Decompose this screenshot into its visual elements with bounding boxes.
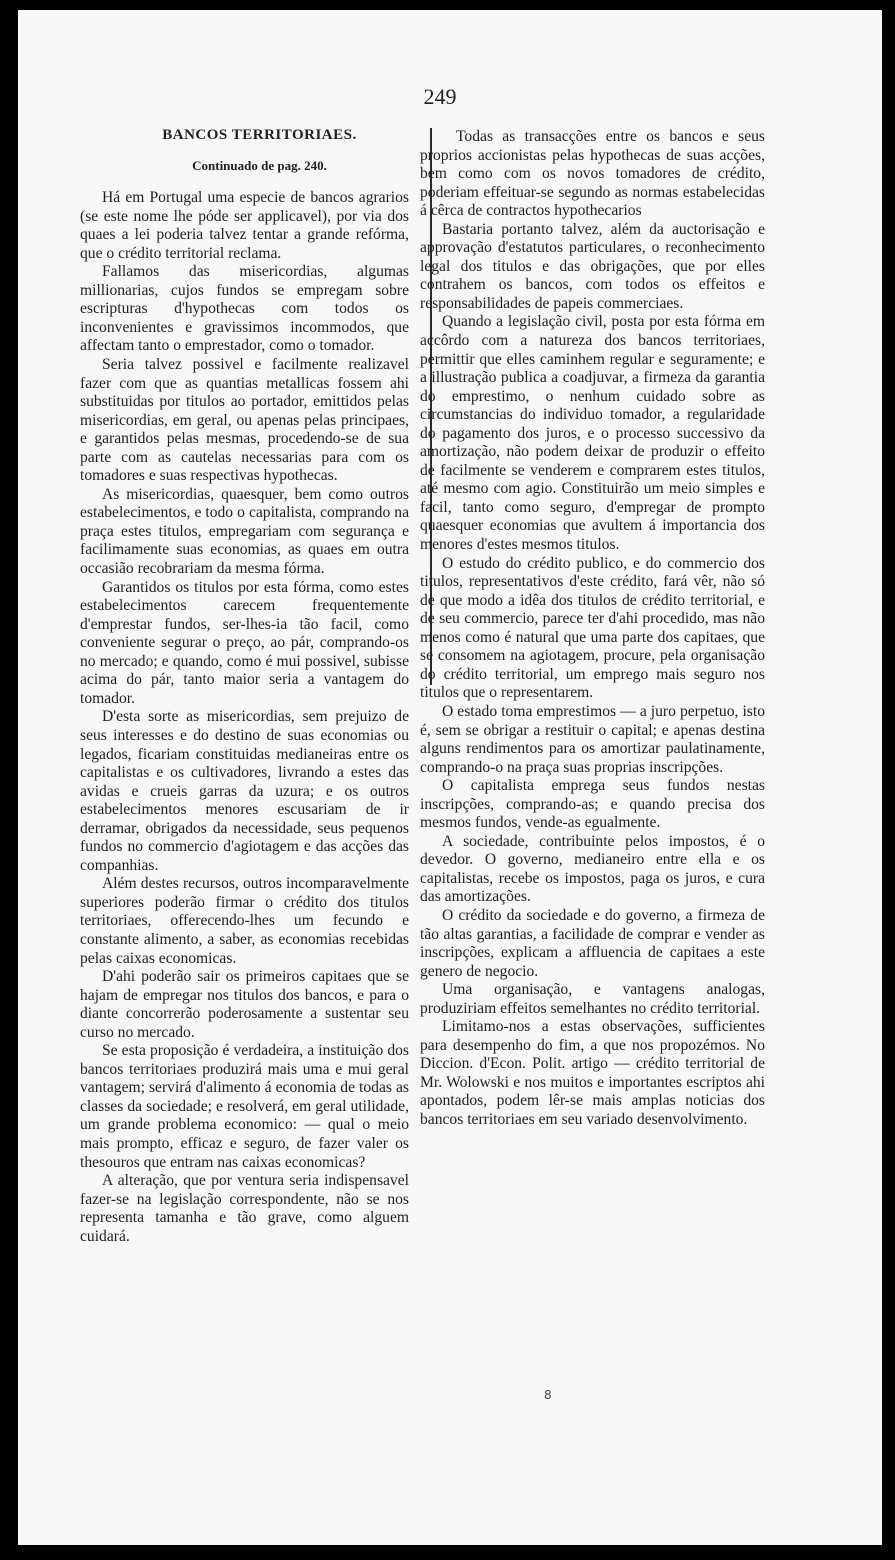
paragraph: D'esta sorte as misericordias, sem prejuizo de seus interesses e do destino de suas economias ou legados, ficariam constituidas medianeiras entre os capitalistas e os cultivadores, livrando a estes das avidas e crueis garras da uzura; e os outros estabelecimentos menores escusariam de ir derramar, obrigados da necessidade, seus pequenos fundos no commercio d'agiotagem e das acções das companhias.	[80, 708, 409, 874]
paragraph: O estudo do crédito publico, e do commercio dos titulos, representativos d'este crédito, fará vêr, não só de que modo a idêa dos titulos de crédito territorial, e de seu commercio, parece ter d'ahi procedido, mas não menos como é natural que uma parte dos capitaes, que se consomem na agiotagem, procure, pela organisação do crédito territorial, um emprego mais seguro nos titulos que o representarem.	[420, 554, 765, 702]
signature-mark: 8	[544, 1388, 552, 1402]
paragraph: Se esta proposição é verdadeira, a instituição dos bancos territoriaes produzirá mais uma e mui geral vantagem; servirá d'alimento á economia de todas as classes da sociedade; e resolverá, em geral utilidade, um grande problema economico: — qual o meio mais prompto, efficaz e seguro, de fazer valer os thesouros que entram nas caixas economicas?	[80, 1042, 409, 1171]
paragraph: A sociedade, contribuinte pelos impostos, é o devedor. O governo, medianeiro entre ella e os capitalistas, recebe os impostos, paga os juros, e cura das amortizações.	[420, 832, 765, 906]
page-number: 249	[423, 84, 457, 109]
article-subtitle: Continuado de pag. 240.	[192, 157, 327, 173]
paragraph: Garantidos os titulos por esta fórma, como estes estabelecimentos carecem frequentemente d'emprestar fundos, ser-lhes-ia tão facil, como conveniente segurar o preço, ao pár, comprando-os no mercado; e quando, como é mui possivel, subisse acima do pár, tanto maior seria a vantagem do tomador.	[80, 578, 409, 707]
paragraph: Todas as transacções entre os bancos e seus proprios accionistas pelas hypothecas de suas acções, bem como com os novos tomadores de crédito, poderiam effeituar-se segundo as normas estabelecidas á cêrca de contractos hypothecarios	[420, 128, 765, 220]
paragraph: Além destes recursos, outros incomparavelmente superiores poderão firmar o crédito dos titulos territoriaes, offerecendo-lhes um fecundo e constante alimento, a saber, as economias recebidas pelas caixas economicas.	[80, 875, 409, 967]
paragraph: Uma organisação, e vantagens analogas, produziriam effeitos semelhantes no crédito territorial.	[420, 981, 765, 1017]
paragraph: Fallamos das misericordias, algumas millionarias, cujos fundos se empregam sobre escripturas d'hypothecas com todos os inconvenientes e gravissimos incommodos, que affectam tanto o emprestador, como o tomador.	[80, 263, 409, 355]
paragraph: O capitalista emprega seus fundos nestas inscripções, comprando-as; e quando precisa dos mesmos fundos, vende-as egualmente.	[420, 777, 765, 832]
left-column	[80, 126, 409, 1246]
paragraph: Bastaria portanto talvez, além da auctorisação e approvação d'estatutos particulares, o reconhecimento legal dos titulos e das obrigações, que por elles contrahem os bancos, com todos os effeitos e responsabilidades de papeis commerciaes.	[420, 220, 765, 312]
paragraph: O estado toma emprestimos — a juro perpetuo, isto é, sem se obrigar a restituir o capital; e apenas destina alguns rendimentos para os amortizar paulatinamente, comprando-o na praça suas proprias inscripções.	[420, 702, 765, 776]
paragraph: Quando a legislação civil, posta por esta fórma em accôrdo com a natureza dos bancos territoriaes, permittir que elles caminhem regular e seguramente; e a illustração publica a coadjuvar, a firmeza da garantia do emprestimo, o nenhum cuidado sobre as circumstancias do individuo tomador, a regularidade do pagamento dos juros, e o processo successivo da amortização, não podem deixar de produzir o effeito de facilmente se venderem e comprarem estes titulos, até mesmo com agio. Constituirão um meio simples e facil, tanto como seguro, d'empregar de prompto quaesquer economias que avultem á importancia dos menores d'estes mesmos titulos.	[420, 313, 765, 554]
paragraph: As misericordias, quaesquer, bem como outros estabelecimentos, e todo o capitalista, comprando na praça estes titulos, empregariam com segurança e facilimamente suas economias, as quaes em outra occasião recobrariam da mesma fórma.	[80, 485, 409, 578]
paragraph: A alteração, que por ventura seria indispensavel fazer-se na legislação correspondente, não se nos representa tamanha e tão grave, como alguem cuidará.	[80, 1172, 409, 1245]
right-column	[420, 128, 765, 1130]
paragraph: Há em Portugal uma especie de bancos agrarios (se este nome lhe póde ser applicavel), por via dos quaes a lei poderia talvez tentar a grande refórma, que o crédito territorial reclama.	[80, 189, 409, 262]
paragraph: D'ahi poderão sair os primeiros capitaes que se hajam de empregar nos titulos dos bancos, e para o diante concorrerão poderosamente a sustentar seu curso no mercado.	[80, 968, 409, 1041]
article-title: BANCOS TERRITORIAES.	[162, 127, 357, 143]
paragraph: Limitamo-nos a estas observações, sufficientes para desempenho do fim, a que nos propozémos. No Diccion. d'Econ. Polit. artigo — crédito territorial de Mr. Wolowski e nos muitos e importantes escriptos ahi apontados, podem lêr-se mais amplas noticias dos bancos territoriaes em seu variado desenvolvimento.	[420, 1018, 765, 1128]
paragraph: Seria talvez possivel e facilmente realizavel fazer com que as quantias metallicas fossem ahi substituidas por titulos ao portador, emittidos pelas misericordias, em geral, ou apenas pelas principaes, e garantidos pelas mesmas, procedendo-se de sua parte com as cautelas necessarias para com os tomadores e suas respectivas hypothecas.	[80, 356, 409, 485]
paragraph: O crédito da sociedade e do governo, a firmeza de tão altas garantias, a facilidade de comprar e vender as inscripções, explicam a affluencia de capitaes a este genero de negocio.	[420, 906, 765, 980]
